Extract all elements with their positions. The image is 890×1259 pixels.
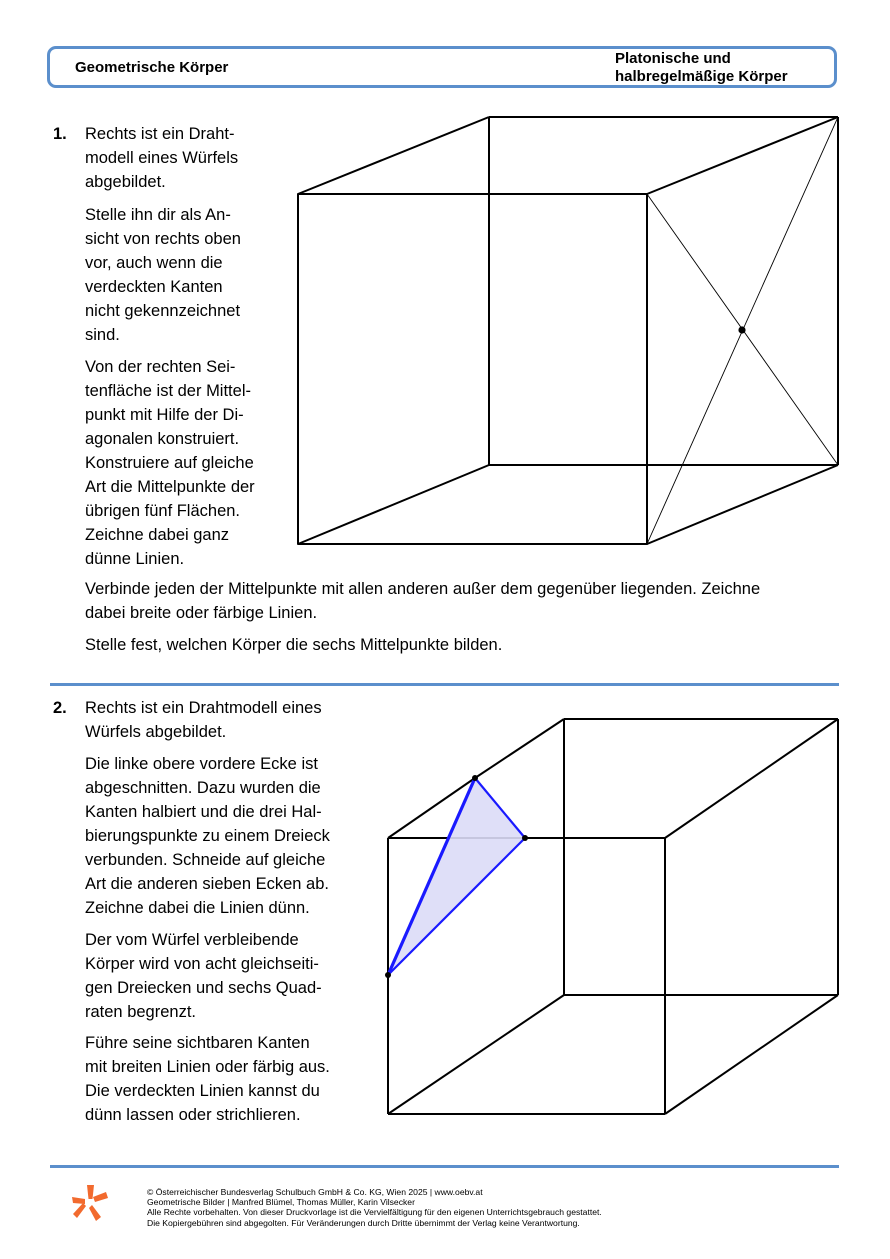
midpoint-marker — [472, 775, 478, 781]
text-line: Rechts ist ein Draht- — [85, 125, 235, 143]
text-line: sind. — [85, 326, 120, 344]
text-line: Stelle ihn dir als An- — [85, 206, 231, 224]
text-line: Körper wird von acht gleichseiti- — [85, 955, 319, 973]
text-line: abgeschnitten. Dazu wurden die — [85, 779, 321, 797]
text-line: Zeichne dabei die Linien dünn. — [85, 899, 310, 917]
footer-copyright — [147, 1187, 602, 1228]
text-line: Zeichne dabei ganz — [85, 526, 230, 544]
cube-2-depth-edge — [388, 995, 564, 1114]
text-line: punkt mit Hilfe der Di- — [85, 406, 244, 424]
footer-line: Alle Rechte vorbehalten. Von dieser Druckvorlage ist die Vervielfältigung für den eigenen Unterrichtsgebrauch gestattet. — [147, 1207, 602, 1218]
footer-divider — [50, 1165, 839, 1168]
text-line: verbunden. Schneide auf gleiche — [85, 851, 326, 869]
text-line: nicht gekennzeichnet — [85, 302, 241, 320]
text-line: mit breiten Linien oder färbig aus. — [85, 1058, 330, 1076]
text-line: dabei breite oder färbige Linien. — [85, 604, 318, 622]
text-line: bierungspunkte zu einem Dreieck — [85, 827, 330, 845]
text-line: Würfels abgebildet. — [85, 723, 227, 741]
cube-2-wireframe — [388, 719, 838, 1114]
header-left-title: Geometrische Körper — [75, 59, 229, 76]
publisher-logo-icon — [70, 1183, 110, 1223]
text-line: Die verdeckten Linien kannst du — [85, 1082, 320, 1100]
text-line: dünn lassen oder strichlieren. — [85, 1106, 301, 1124]
face-center-point — [738, 326, 745, 333]
text-line: sicht von rechts oben — [85, 230, 241, 248]
midpoint-marker — [522, 835, 528, 841]
cube-1-depth-edge — [298, 117, 489, 194]
cube-1-depth-edge — [298, 465, 489, 544]
task-1-paragraph-5: Stelle fest, welchen Körper die sechs Mittelpunkte bilden. — [85, 636, 503, 654]
text-line: vor, auch wenn die — [85, 254, 223, 272]
text-line: Verbinde jeden der Mittelpunkte mit allen anderen außer dem gegenüber liegenden. Zeichne — [85, 580, 761, 598]
text-line: Von der rechten Sei- — [85, 358, 236, 376]
footer-line: Die Kopiergebühren sind abgegolten. Für Veränderungen durch Dritte übernimmt der Verlag keine Verantwortung. — [147, 1217, 580, 1228]
text-line: verdeckten Kanten — [85, 278, 223, 296]
text-line: Rechts ist ein Drahtmodell eines — [85, 699, 322, 717]
text-line: gen Dreiecken und sechs Quad- — [85, 979, 322, 997]
footer-line: Geometrische Bilder | Manfred Blümel, Thomas Müller, Karin Vilsecker — [147, 1197, 415, 1208]
cube-1-wireframe — [298, 117, 838, 544]
text-line: dünne Linien. — [85, 550, 185, 568]
text-line: agonalen konstruiert. — [85, 430, 240, 448]
cube-1-depth-edge — [647, 465, 838, 544]
cube-1-depth-edge — [647, 117, 838, 194]
text-line: übrigen fünf Flächen. — [85, 502, 241, 520]
cut-corner-triangle — [388, 778, 525, 975]
text-line: Art die Mittelpunkte der — [85, 478, 255, 496]
footer-line: © Österreichischer Bundesverlag Schulbuch GmbH & Co. KG, Wien 2025 | www.oebv.at — [147, 1187, 483, 1197]
text-line: raten begrenzt. — [85, 1003, 196, 1021]
cube-2-depth-edge — [665, 995, 838, 1114]
midpoint-marker — [385, 972, 391, 978]
text-line: Kanten halbiert und die drei Hal- — [85, 803, 322, 821]
cube-1-front-face — [298, 194, 647, 544]
text-line: Führe seine sichtbaren Kanten — [85, 1034, 310, 1052]
task-2-number: 2. — [53, 699, 67, 717]
text-line: Die linke obere vordere Ecke ist — [85, 755, 318, 773]
text-line: abgebildet. — [85, 173, 166, 191]
header-right-line-1: Platonische und — [615, 50, 731, 67]
task-1-number: 1. — [53, 125, 67, 143]
text-line: tenfläche ist der Mittel- — [85, 382, 251, 400]
text-line: modell eines Würfels — [85, 149, 239, 167]
cube-2-depth-edge — [475, 719, 564, 778]
cube-2-depth-edge — [665, 719, 838, 838]
header-right-line-2: halbregelmäßige Körper — [615, 68, 788, 85]
text-line: Art die anderen sieben Ecken ab. — [85, 875, 329, 893]
text-line: Konstruiere auf gleiche — [85, 454, 254, 472]
text-line: Der vom Würfel verbleibende — [85, 931, 299, 949]
